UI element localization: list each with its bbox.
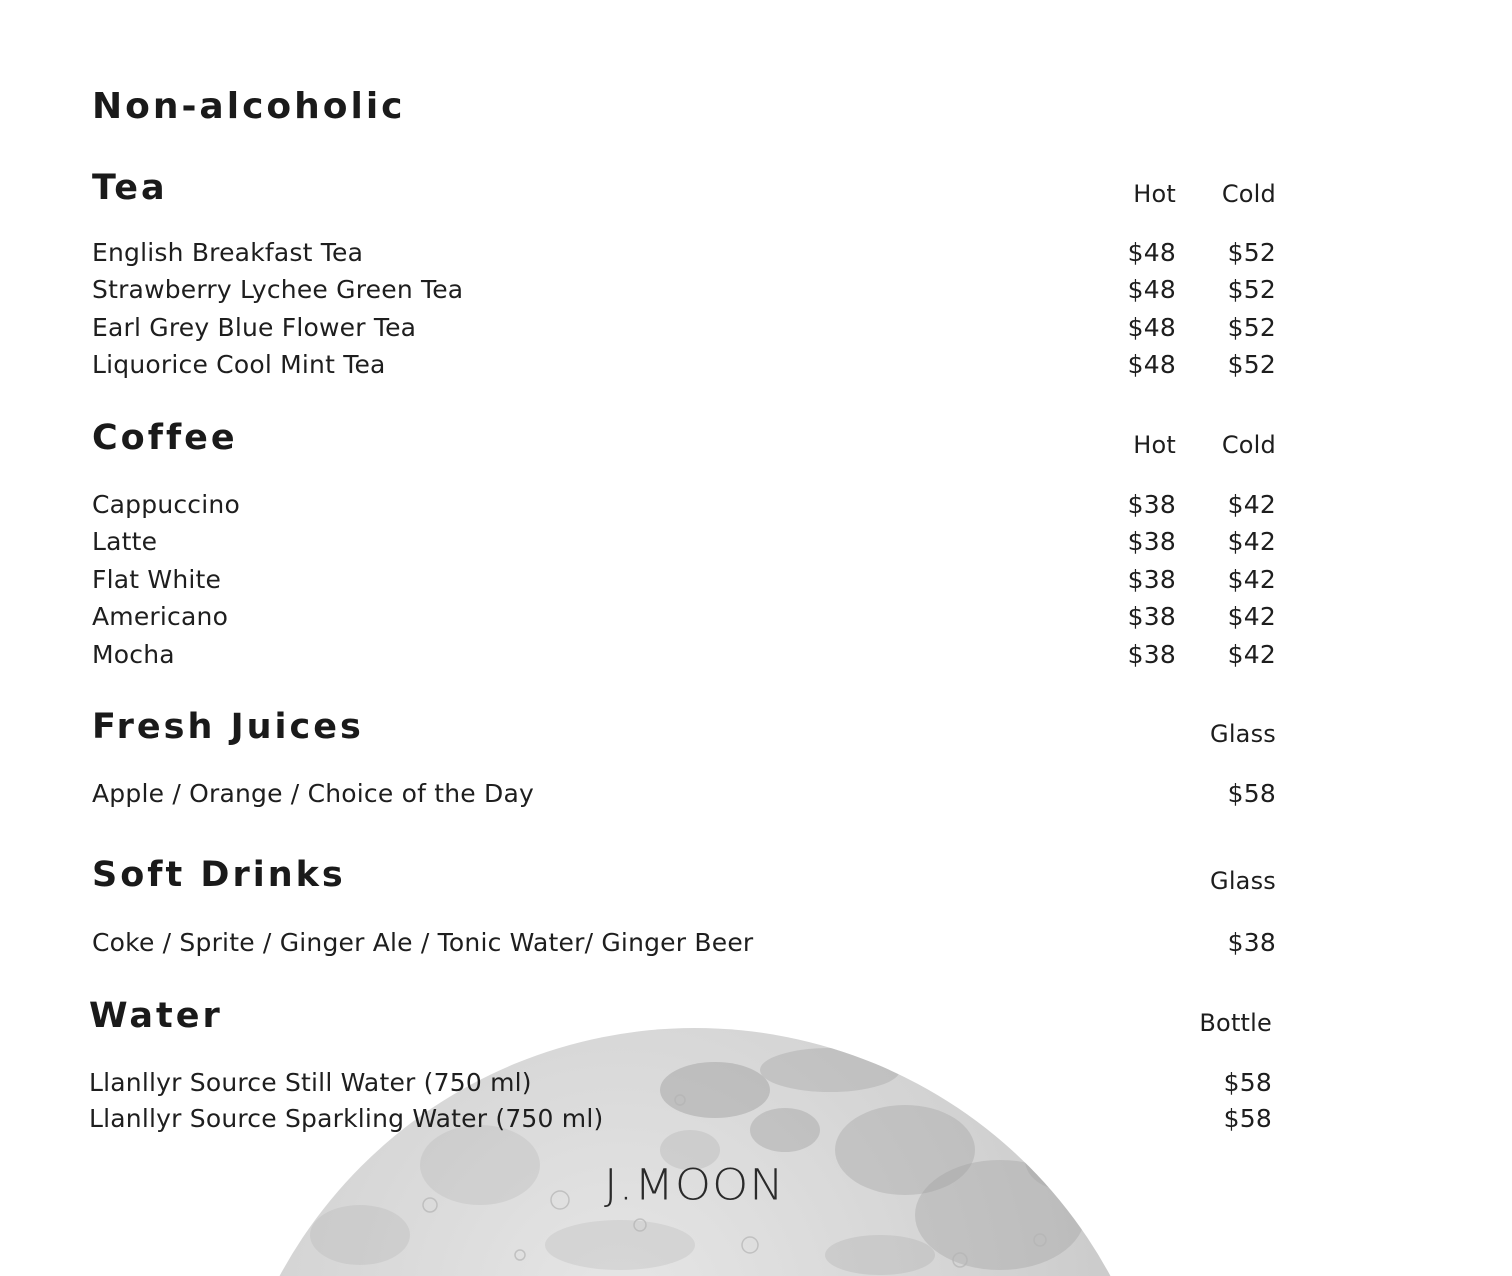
coffee-item-cold-price: $42 <box>1227 640 1276 669</box>
tea-hot-column-header: Hot <box>1133 180 1176 208</box>
tea-item-hot-price: $48 <box>1127 350 1176 379</box>
tea-item-cold-price: $52 <box>1227 238 1276 267</box>
tea-item-name: Liquorice Cool Mint Tea <box>92 350 386 379</box>
juices-item-name: Apple / Orange / Choice of the Day <box>92 779 534 808</box>
page-title: Non-alcoholic <box>92 86 406 127</box>
coffee-item-hot-price: $38 <box>1127 640 1176 669</box>
coffee-item-name: Latte <box>92 527 158 556</box>
tea-item-cold-price: $52 <box>1227 275 1276 304</box>
coffee-item-cold-price: $42 <box>1227 565 1276 594</box>
soft-drinks-glass-column-header: Glass <box>1210 867 1276 895</box>
coffee-item-hot-price: $38 <box>1127 490 1176 519</box>
water-item-name: Llanllyr Source Sparkling Water (750 ml) <box>89 1104 604 1133</box>
soft-drinks-item-price: $38 <box>1227 928 1276 957</box>
soft-drinks-section-title: Soft Drinks <box>92 855 346 895</box>
juices-section-title: Fresh Juices <box>92 707 364 747</box>
coffee-item-name: Americano <box>92 602 229 631</box>
coffee-item-cold-price: $42 <box>1227 527 1276 556</box>
tea-item-cold-price: $52 <box>1227 313 1276 342</box>
coffee-item-name: Cappuccino <box>92 490 240 519</box>
coffee-item-cold-price: $42 <box>1227 490 1276 519</box>
coffee-cold-column-header: Cold <box>1221 431 1276 459</box>
coffee-item-hot-price: $38 <box>1127 565 1176 594</box>
tea-item-name: Strawberry Lychee Green Tea <box>92 275 464 304</box>
soft-drinks-item-name: Coke / Sprite / Ginger Ale / Tonic Water/ Ginger Beer <box>92 928 754 957</box>
brand-logo: J.MOON <box>604 1160 785 1210</box>
coffee-item-hot-price: $38 <box>1127 527 1176 556</box>
water-item-name: Llanllyr Source Still Water (750 ml) <box>89 1068 532 1097</box>
tea-item-hot-price: $48 <box>1127 275 1176 304</box>
water-section-title: Water <box>89 996 223 1036</box>
water-item-price: $58 <box>1223 1104 1272 1133</box>
tea-item-hot-price: $48 <box>1127 313 1176 342</box>
tea-section-title: Tea <box>92 168 168 208</box>
tea-item-cold-price: $52 <box>1227 350 1276 379</box>
tea-item-name: Earl Grey Blue Flower Tea <box>92 313 417 342</box>
water-item-price: $58 <box>1223 1068 1272 1097</box>
juices-item-price: $58 <box>1227 779 1276 808</box>
water-bottle-column-header: Bottle <box>1199 1009 1272 1037</box>
coffee-hot-column-header: Hot <box>1133 431 1176 459</box>
coffee-item-cold-price: $42 <box>1227 602 1276 631</box>
coffee-section-title: Coffee <box>92 418 238 458</box>
coffee-item-name: Mocha <box>92 640 175 669</box>
tea-cold-column-header: Cold <box>1221 180 1276 208</box>
coffee-item-hot-price: $38 <box>1127 602 1176 631</box>
tea-item-hot-price: $48 <box>1127 238 1176 267</box>
juices-glass-column-header: Glass <box>1210 720 1276 748</box>
tea-item-name: English Breakfast Tea <box>92 238 364 267</box>
coffee-item-name: Flat White <box>92 565 222 594</box>
